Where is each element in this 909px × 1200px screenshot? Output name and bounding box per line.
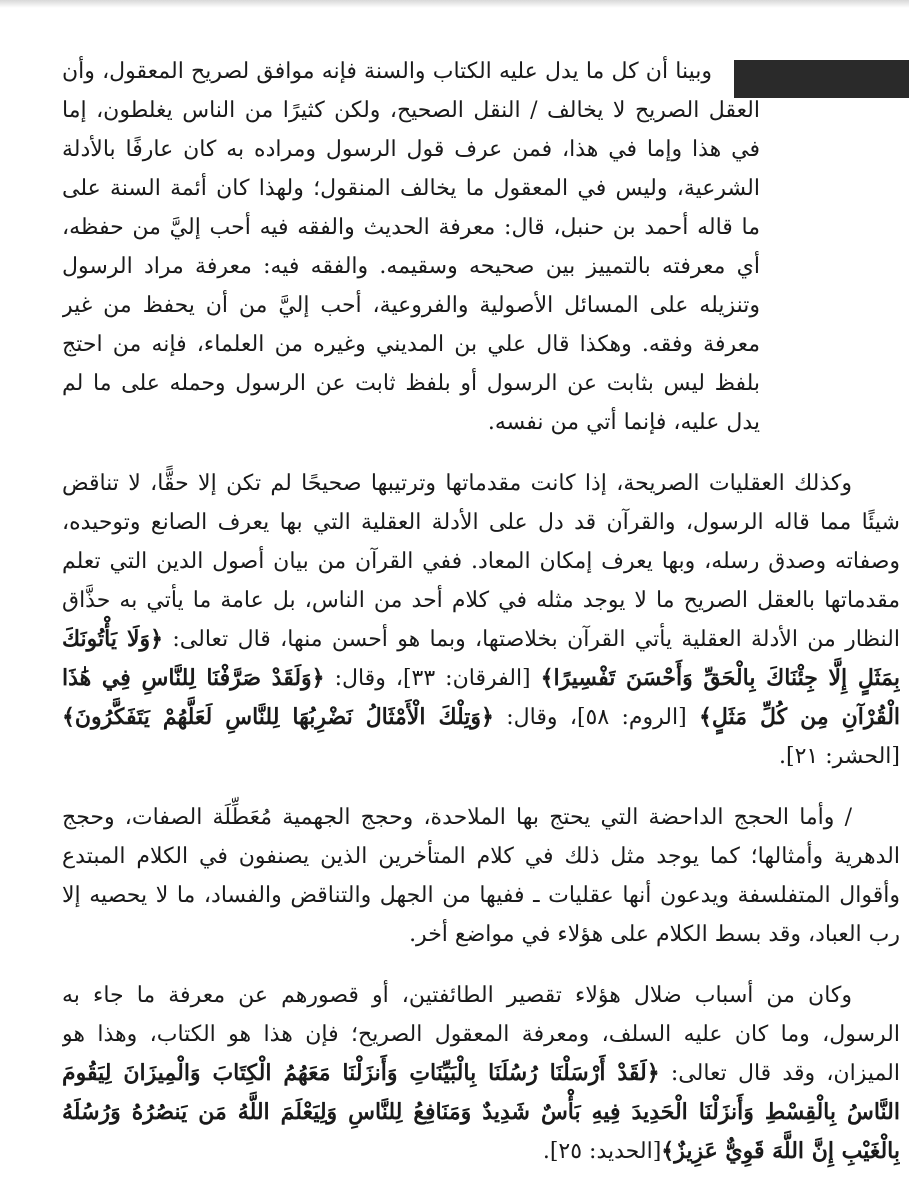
quran-verse: ﴿لَقَدْ أَرْسَلْنَا رُسُلَنَا بِالْبَيِّنَاتِ وَأَنزَلْنَا مَعَهُمُ الْكِتَابَ وَالْمِيزَانَ لِيَقُومَ النَّاسُ بِالْقِسْطِ وَأَنزَلْنَا الْحَدِيدَ فِيهِ بَأْسٌ شَدِيدٌ وَمَنَافِعُ لِلنَّاسِ وَلِيَعْلَمَ اللَّهُ مَن يَنصُرُهُ وَرُسُلَهُ بِالْغَيْبِ إِنَّ اللَّهَ قَوِيٌّ عَزِيزٌ﴾ (62, 1060, 900, 1164)
paragraph-2 (62, 464, 900, 776)
paragraph-text: / وأما الحجج الداحضة التي يحتج بها الملاحدة، وحجج الجهمية مُعَطِّلَة الصفات، وحجج الدهرية وأمثالها؛ كما يوجد مثل ذلك في كلام المتأخرين الذين يصنفون في الكلام المبتدع وأقوال المتفلسفة ويدعون أنها عقليات ـ ففيها من الجهل والتناقض والفساد، ما لا يحصيه إلا رب العباد، وقد بسط الكلام على هؤلاء في مواضع أخر. (62, 805, 900, 947)
book-page (62, 52, 900, 1200)
verse-reference: [الحديد: ٢٥]. (542, 1139, 662, 1164)
paragraph-4 (62, 976, 900, 1171)
paragraph-1 (62, 52, 900, 442)
scan-edge-shadow (0, 0, 909, 8)
verse-reference: [الروم: ٥٨]، (557, 705, 700, 730)
quran-verse: ﴿وَلَا يَأْتُونَكَ بِمَثَلٍ إِلَّا جِئْنَاكَ بِالْحَقِّ وَأَحْسَنَ تَفْسِيرًا﴾ (62, 626, 900, 691)
verse-reference: [الحشر: ٢١]. (779, 744, 900, 769)
paragraph-text: وقال: (493, 705, 558, 730)
paragraph-3 (62, 798, 900, 954)
paragraph-text: وكذلك العقليات الصريحة، إذا كانت مقدماتها وترتيبها صحيحًا لم تكن إلا حقًّا، لا تناقض شيئًا مما قاله الرسول، والقرآن قد دل على الأدلة العقلية التي بها يعرف الصانع وتوحيده، وصفاته وصدق رسله، وبها يعرف إمكان المعاد. ففي القرآن من بيان أصول الدين التي تعلم مقدماتها بالعقل الصريح ما لا يوجد مثله في كلام أحد من الناس، بل عامة ما يأتي به حذَّاق النظار من الأدلة العقلية يأتي القرآن بخلاصتها، وبما هو أحسن منها، قال تعالى: (62, 471, 900, 652)
paragraph-text: وكان من أسباب ضلال هؤلاء تقصير الطائفتين، أو قصورهم عن معرفة ما جاء به الرسول، وما كان عليه السلف، ومعرفة المعقول الصريح؛ فإن هذا هو الكتاب، وهذا هو الميزان، وقد قال تعالى: (62, 983, 900, 1086)
quran-verse: ﴿وَتِلْكَ الْأَمْثَالُ نَضْرِبُهَا لِلنَّاسِ لَعَلَّهُمْ يَتَفَكَّرُونَ﴾ (62, 704, 494, 730)
paragraph-text: وبينا أن كل ما يدل عليه الكتاب والسنة فإنه موافق لصريح المعقول، وأن العقل الصريح لا يخالف / النقل الصحيح، ولكن كثيرًا من الناس يغلطون، إما في هذا وإما في هذا، فمن عرف قول الرسول ومراده به كان عارفًا بالأدلة الشرعية، وليس في المعقول ما يخالف المنقول؛ ولهذا كان أئمة السنة على ما قاله أحمد بن حنبل، قال: معرفة الحديث والفقه فيه أحب إليَّ من حفظه، أي معرفته بالتمييز بين صحيحه وسقيمه. والفقه فيه: معرفة مراد الرسول وتنزيله على المسائل الأصولية والفروعية، أحب إليَّ من أن يحفظ من غير معرفة وفقه. وهكذا قال علي بن المديني وغيره من العلماء، فإنه من احتج بلفظ ليس بثابت عن الرسول أو بلفظ ثابت عن الرسول وحمله على ما لم يدل عليه، فإنما أتي من نفسه. (62, 59, 760, 435)
verse-reference: [الفرقان: ٣٣]، (385, 666, 541, 691)
paragraph-text: وقال: (324, 666, 386, 691)
quran-verse: ﴿وَلَقَدْ صَرَّفْنَا لِلنَّاسِ فِي هَٰذَا الْقُرْآنِ مِن كُلِّ مَثَلٍ﴾ (62, 665, 900, 730)
